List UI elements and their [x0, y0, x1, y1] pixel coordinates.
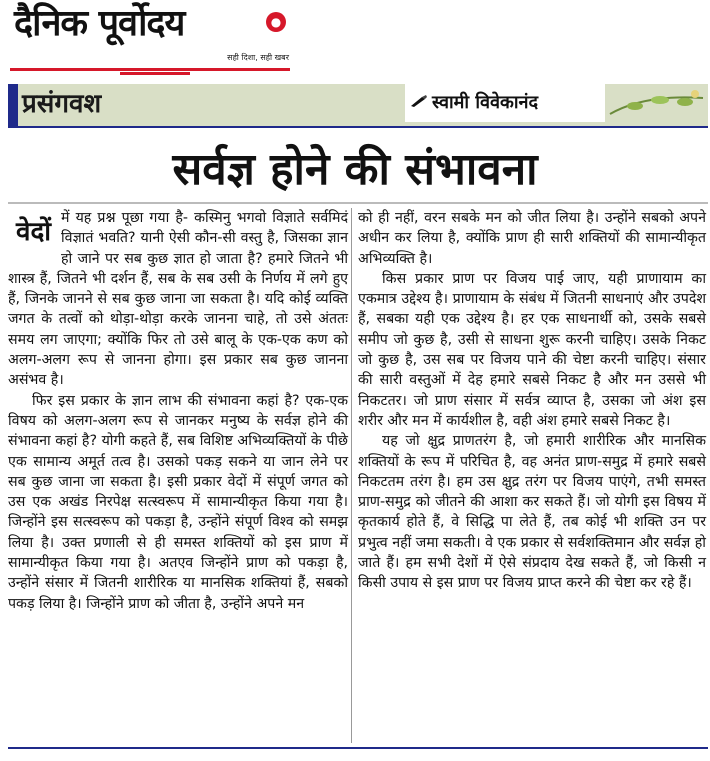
article-headline: सर्वज्ञ होने की संभावना [172, 144, 538, 195]
pen-icon [410, 94, 428, 108]
masthead [14, 2, 289, 76]
masthead-accent-rule [120, 72, 190, 75]
section-label: प्रसंगवश [22, 89, 102, 119]
article-paragraph: को ही नहीं, वरन सबके मन को जीत लिया है। उन्होंने सबको अपने अधीन कर लिया है, क्योंकि प्राण ही सारी शक्तियों की सामान्यीकृत अभिव्यक्ति है। [358, 210, 706, 267]
newspaper-logo: दैनिक पूर्वोदय [14, 3, 185, 44]
bottom-rule [8, 747, 708, 749]
article-paragraph: फिर इस प्रकार के ज्ञान लाभ की संभावना कहां है? एक-एक विषय को अलग-अलग रूप से जानकर मनुष्य के सर्वज्ञ होने की संभावना कहां है? योगी कहते हैं, सब विशिष्ट अभिव्यक्तियों के पीछे एक सामान्य अमूर्त तत्व है। उसको पकड़ सकने या जान लेने पर सब कुछ जाना जा सकता है। इसी प्रकार वेदों में संपूर्ण जगत को उस एक अखंड निरपेक्ष सत्स्वरूप में सामान्यीकृत किया गया है। जिन्होंने इस सत्स्वरूप को पकड़ा है, उन्होंने संपूर्ण विश्व को समझ लिया है। उक्त प्रणाली से ही समस्त शक्तियों को इस प्राण में सामान्यीकृत किया गया है। अतएव जिन्होंने प्राण को पकड़ा है, उन्होंने संसार में जितनी शारीरिक या मानसिक शक्तियां हैं, सबको पकड़ लिया है। जिन्होंने प्राण को जीता है, उन्होंने अपने मन [8, 392, 348, 612]
article-column-right [358, 208, 706, 594]
drop-cap: वेदों [16, 217, 51, 247]
article-paragraph: वेदों में यह प्रश्न पूछा गया है- कस्मिनु भगवो विज्ञाते सर्वमिदं विज्ञातं भवति? यानी ऐसी कौन-सी वस्तु है, जिसका ज्ञान हो जाने पर सब कुछ ज्ञात हो जाता है? हमारे जितने भी शास्त्र हैं, जितने भी दर्शन हैं, सब के सब उसी के निर्णय में लगे हुए हैं, जिनके जानने से सब कुछ जाना जा सकता है। यदि कोई व्यक्ति जगत के तत्वों को थोड़ा-थोड़ा करके जानना चाहे, तो उसे अंततः समय लग जाएगा; क्योंकि फिर तो उसे बालू के एक-एक कण को अलग-अलग रूप से जानना होगा। इस प्रकार सब कुछ जानना असंभव है। [8, 210, 348, 389]
headline-rule [8, 202, 708, 204]
section-band-rule [8, 126, 708, 128]
article-column-left [8, 208, 348, 614]
masthead-rule [10, 68, 290, 71]
article-paragraph: किस प्रकार प्राण पर विजय पाई जाए, यही प्राणायाम का एकमात्र उद्देश्य है। प्राणायाम के संबंध में जितनी साधनाएं और उपदेश हैं, सबका यही एक उद्देश्य है। हर एक साधनार्थी को, उसके सबसे समीप जो कुछ है, उसी से साधना शुरू करनी चाहिए। उसके निकट जो कुछ है, उस सब पर विजय पाने की चेष्टा करनी चाहिए। संसार की सारी वस्तुओं में देह हमारे सबसे निकट है और मन उससे भी निकटतर। जो प्राण संसार में सर्वत्र व्याप्त है, उसका जो अंश इस शरीर और मन में कार्यशील है, वही अंश हमारे सबसे निकट है। [358, 270, 706, 429]
section-band-edge [8, 84, 18, 126]
author-name: स्वामी विवेकानंद [432, 92, 539, 113]
column-divider [351, 208, 352, 743]
tagline: सही दिशा, सही खबर [227, 53, 289, 62]
logo-dot-icon: ● [266, 12, 286, 32]
article-paragraph: यह जो क्षुद्र प्राणतरंग है, जो हमारी शारीरिक और मानसिक शक्तियों के रूप में परिचित है, वह अनंत प्राण-समुद्र में हमारे सबसे निकटतम तरंग है। हम उस क्षुद्र तरंग पर विजय पाएंगे, तभी समस्त प्राण-समुद्र को जीतने की आशा कर सकते हैं। जो योगी इस विषय में कृतकार्य होते हैं, वे सिद्धि पा लेते हैं, तब कोई भी शक्ति उन पर प्रभुत्व नहीं जमा सकती। वे एक प्रकार से सर्वशक्तिमान और सर्वज्ञ हो जाते हैं। हम सभी देशों में ऐसे संप्रदाय देख सकते हैं, जो किसी न किसी उपाय से इस प्राण पर विजय प्राप्त करने की चेष्टा कर रहे हैं। [358, 433, 706, 592]
leaf-decoration [605, 84, 708, 126]
